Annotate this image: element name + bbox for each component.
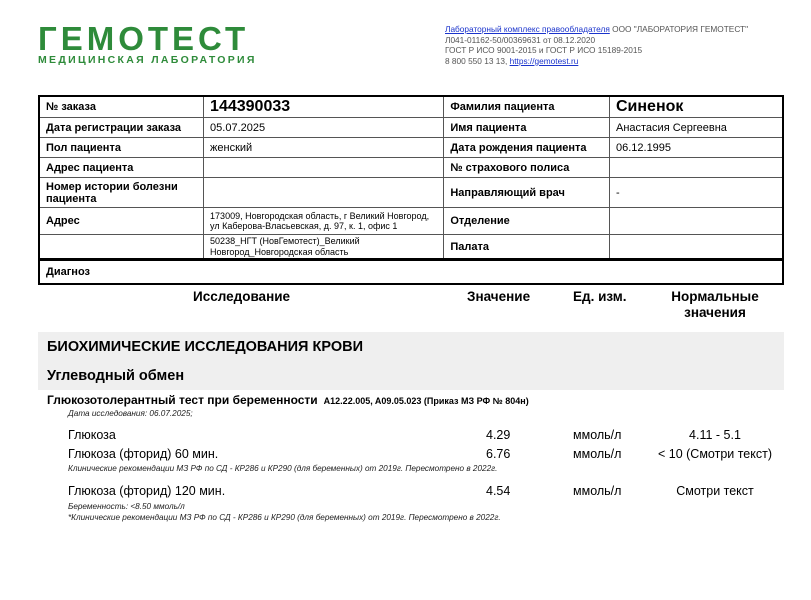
- reg-date-value: 05.07.2025: [204, 118, 444, 138]
- test-title: [47, 393, 529, 407]
- birth-label: Дата рождения пациента: [444, 138, 610, 158]
- dept-value: [609, 208, 783, 235]
- doctor-label: Направляющий врач: [444, 178, 610, 208]
- result-name: Глюкоза: [68, 428, 116, 442]
- gost-standards: ГОСТ Р ИСО 9001-2015 и ГОСТ Р ИСО 15189-2015: [445, 45, 643, 56]
- ward-value: [609, 235, 783, 260]
- name-label: Имя пациента: [444, 118, 610, 138]
- history-value: [204, 178, 444, 208]
- result-value: 4.54: [486, 484, 511, 498]
- test-name: Глюкозотолерантный тест при беременности: [47, 393, 318, 407]
- insurance-value: [609, 158, 783, 178]
- col-unit: Ед. изм.: [573, 289, 627, 304]
- result-row: [0, 447, 811, 463]
- result-norm: Смотри текст: [676, 484, 754, 498]
- result-norm: 4.11 - 5.1: [689, 428, 741, 442]
- logo-title: ГЕМОТЕСТ: [38, 20, 250, 57]
- surname-value: Синенок: [609, 96, 783, 118]
- center-empty: [39, 235, 204, 260]
- patient-info-table: [38, 95, 784, 260]
- license-owner: ООО "ЛАБОРАТОРИЯ ГЕМОТЕСТ": [612, 24, 749, 34]
- result-unit: ммоль/л: [573, 428, 622, 442]
- col-normal: [652, 289, 778, 321]
- sex-value: женский: [204, 138, 444, 158]
- ward-label: Палата: [444, 235, 610, 260]
- address-value: [204, 158, 444, 178]
- section-title: БИОХИМИЧЕСКИЕ ИССЛЕДОВАНИЯ КРОВИ: [47, 339, 363, 355]
- surname-label: Фамилия пациента: [444, 96, 610, 118]
- result-name: Глюкоза (фторид) 120 мин.: [68, 484, 226, 498]
- dept-label: Отделение: [444, 208, 610, 235]
- addr2-value: 173009, Новгородская область, г Великий Новгород, ул Каберова-Власьевская, д. 97, к. 1, офис 1: [204, 208, 444, 235]
- test-date: Дата исследования: 06.07.2025;: [68, 409, 193, 418]
- sex-label: Пол пациента: [39, 138, 204, 158]
- col-normal-1: Нормальные: [671, 289, 759, 304]
- col-study: Исследование: [193, 289, 291, 304]
- col-normal-2: значения: [684, 305, 746, 320]
- order-number: 144390033: [204, 96, 444, 118]
- insurance-label: № страхового полиса: [444, 158, 610, 178]
- result-row: [0, 428, 811, 444]
- reg-date-label: Дата регистрации заказа: [39, 118, 204, 138]
- result-value: 6.76: [486, 447, 511, 461]
- diagnosis-label: Диагноз: [46, 266, 90, 278]
- col-value: Значение: [467, 289, 531, 304]
- order-label: № заказа: [39, 96, 204, 118]
- license-link[interactable]: Лабораторный комплекс правообладателя: [445, 24, 610, 34]
- address-label: Адрес пациента: [39, 158, 204, 178]
- site-link[interactable]: https://gemotest.ru: [509, 55, 579, 66]
- note-60: Клинические рекомендации МЗ РФ по СД - КР286 и КР290 (для беременных) от 2019г. Пересмотрено в 2022г.: [68, 464, 498, 473]
- logo-subtitle: МЕДИЦИНСКАЯ ЛАБОРАТОРИЯ: [38, 54, 257, 66]
- lab-logo: [38, 22, 257, 66]
- birth-value: 06.12.1995: [609, 138, 783, 158]
- result-value: 4.29: [486, 428, 511, 442]
- name-value: Анастасия Сергеевна: [609, 118, 783, 138]
- center-value: 50238_НГТ (НовГемотест)_Великий Новгород_Новгородская область: [204, 235, 444, 260]
- result-norm: < 10 (Смотри текст): [657, 447, 773, 461]
- result-row: [0, 484, 811, 500]
- license-info: [445, 24, 748, 66]
- phone: 8 800 550 13 13,: [445, 55, 508, 66]
- result-name: Глюкоза (фторид) 60 мин.: [68, 447, 219, 461]
- section-subtitle: Углеводный обмен: [47, 368, 185, 384]
- doctor-value: -: [609, 178, 783, 208]
- license-number: Л041-01162-50/00369631 от 08.12.2020: [445, 34, 596, 45]
- note-120b: *Клинические рекомендации МЗ РФ по СД - КР286 и КР290 (для беременных) от 2019г. Пересмотрено в 2022г.: [68, 513, 501, 522]
- addr2-label: Адрес: [39, 208, 204, 235]
- note-120a: Беременность: <8.50 ммоль/л: [68, 502, 185, 511]
- history-label: Номер истории болезни пациента: [39, 178, 204, 208]
- diagnosis-table: [38, 259, 784, 285]
- result-unit: ммоль/л: [573, 447, 622, 461]
- test-code: A12.22.005, A09.05.023 (Приказ МЗ РФ № 804н): [323, 396, 529, 406]
- result-unit: ммоль/л: [573, 484, 622, 498]
